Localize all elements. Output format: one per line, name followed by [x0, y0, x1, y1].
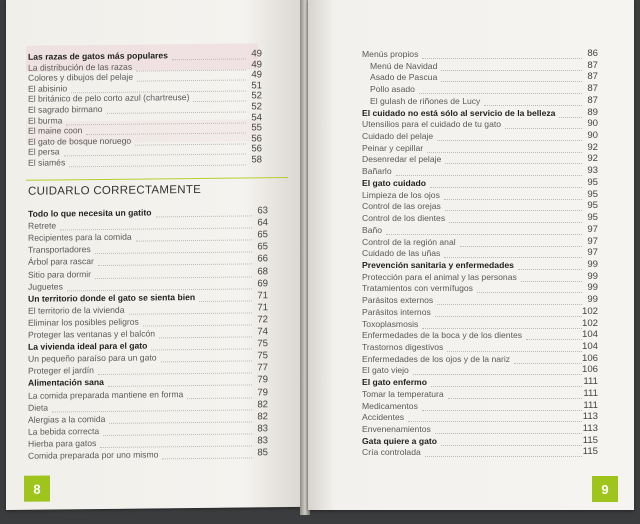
toc-entry-title: Eliminar los posibles peligros — [28, 316, 139, 328]
leader-dots — [419, 93, 582, 94]
leader-dots — [430, 187, 582, 188]
toc-page-number: 49 — [251, 69, 262, 81]
toc-entry-title: Limpieza de los ojos — [362, 189, 440, 200]
toc-page-number: 97 — [587, 223, 598, 235]
leader-dots — [437, 304, 582, 305]
toc-page-number: 95 — [587, 188, 598, 200]
toc-entry-title: Envenenamientos — [362, 424, 431, 435]
toc-entry — [362, 307, 431, 317]
toc-page-number: 52 — [251, 101, 262, 113]
toc-entry — [28, 281, 63, 291]
toc-entry — [362, 260, 514, 270]
toc-entry — [362, 49, 418, 59]
section-title: CUIDARLO CORRECTAMENTE — [28, 183, 202, 198]
toc-page-number: 104 — [581, 329, 598, 341]
leader-dots — [136, 240, 252, 242]
toc-entry — [28, 83, 67, 93]
toc-page-number: 49 — [251, 58, 262, 71]
toc-entry-title: Cría controlada — [362, 447, 421, 458]
page-number-badge: 8 — [24, 476, 50, 502]
toc-entry-title: Cuidado de las uñas — [362, 248, 441, 259]
toc-entry — [28, 414, 105, 425]
toc-entry — [362, 330, 522, 340]
toc-entry — [28, 232, 132, 243]
toc-entry — [28, 104, 103, 115]
toc-entry-title: El burma — [28, 115, 63, 126]
toc-entry — [28, 221, 56, 231]
toc-entry — [28, 305, 125, 316]
toc-entry-title: Menús propios — [362, 49, 419, 59]
toc-entry — [362, 295, 433, 305]
toc-entry — [28, 449, 158, 460]
leader-dots — [425, 456, 582, 457]
toc-entry-title: Recipientes para la comida — [28, 231, 132, 243]
toc-entry — [362, 354, 510, 364]
toc-page-number: 65 — [257, 229, 268, 241]
toc-entry-title: El gato de bosque noruego — [28, 135, 132, 147]
toc-entry-title: Peinar y cepillar — [362, 142, 424, 153]
toc-page-number: 55 — [251, 122, 262, 134]
toc-entry-title: Control de los dientes — [362, 213, 446, 224]
leader-dots — [445, 210, 582, 211]
toc-entry — [362, 389, 444, 399]
toc-page-number: 85 — [257, 447, 268, 459]
leader-dots — [444, 257, 582, 258]
toc-entry-title: Tratamientos con vermífugos — [362, 283, 473, 294]
toc-entry — [28, 328, 155, 339]
leader-dots — [427, 152, 582, 153]
toc-entry — [362, 108, 555, 118]
toc-page-number: 83 — [257, 435, 268, 447]
leader-dots — [129, 312, 252, 314]
toc-page-number: 72 — [257, 314, 268, 326]
toc-page-number: 95 — [587, 176, 598, 188]
toc-page-number: 111 — [583, 399, 598, 411]
toc-page-number: 93 — [587, 165, 598, 177]
toc-entry — [28, 402, 48, 412]
toc-page-number: 111 — [583, 387, 598, 399]
leader-dots — [98, 373, 252, 376]
toc-page-number: 68 — [257, 265, 268, 277]
toc-entry — [28, 125, 82, 136]
toc-entry-title: Desenredar el pelaje — [362, 154, 442, 165]
toc-entry — [362, 201, 441, 211]
toc-entry — [28, 292, 195, 304]
toc-page-number: 77 — [257, 362, 268, 374]
toc-page-number: 90 — [587, 118, 598, 130]
toc-page-number: 104 — [581, 341, 598, 352]
toc-page-number: 89 — [587, 106, 598, 118]
toc-entry-title: Colores y dibujos del pelaje — [28, 71, 134, 83]
leader-dots — [95, 276, 252, 279]
toc-page-number: 71 — [257, 289, 268, 302]
leader-dots — [408, 421, 582, 422]
toc-page-number: 87 — [587, 94, 598, 106]
toc-page-number: 69 — [257, 277, 268, 289]
toc-entry — [362, 143, 423, 153]
toc-entry — [28, 92, 189, 104]
toc-entry — [362, 131, 433, 141]
toc-entry — [362, 237, 456, 247]
leader-dots — [69, 164, 246, 167]
toc-page-number: 51 — [251, 80, 262, 92]
toc-page-number: 99 — [587, 282, 598, 294]
toc-entry-title: El territorio de la vivienda — [28, 304, 125, 316]
toc-entry — [362, 365, 409, 375]
leader-dots — [435, 433, 582, 434]
toc-entry — [362, 342, 443, 352]
toc-entry — [362, 178, 426, 188]
toc-page-number: 66 — [257, 253, 268, 265]
toc-entry — [370, 96, 480, 106]
toc-entry — [28, 426, 99, 437]
toc-page-number: 99 — [587, 258, 598, 270]
toc-page-number: 95 — [587, 212, 598, 224]
leader-dots — [396, 175, 582, 176]
toc-entry-title: Accidentes — [362, 412, 405, 423]
toc-page-number: 82 — [257, 398, 268, 410]
toc-page-number: 79 — [257, 374, 268, 386]
toc-entry-title: El gulash de riñones de Lucy — [370, 95, 481, 106]
toc-entry-title: El abisinio — [28, 83, 68, 94]
section-rule — [26, 177, 288, 181]
toc-entry — [362, 225, 382, 235]
leader-dots — [143, 324, 252, 326]
leader-dots — [100, 445, 252, 448]
toc-page-number: 111 — [583, 376, 598, 388]
leader-dots — [67, 288, 252, 291]
toc-entry — [362, 377, 427, 387]
toc-entry-title: Comida preparada por uno mismo — [28, 449, 159, 461]
toc-entry-title: La bebida correcta — [28, 425, 100, 437]
toc-page-number: 90 — [587, 130, 598, 142]
leader-dots — [137, 80, 246, 82]
toc-page-number: 97 — [587, 247, 598, 259]
toc-entry — [28, 50, 168, 61]
toc-page-number: 92 — [587, 141, 598, 153]
toc-entry-title: La vivienda ideal para el gato — [28, 340, 148, 352]
toc-entry-title: Un territorio donde el gato se sienta bien — [28, 291, 196, 304]
toc-page-number: 87 — [587, 83, 598, 95]
page-number-badge: 9 — [592, 476, 618, 502]
leader-dots — [95, 252, 252, 255]
toc-entry — [362, 166, 392, 176]
toc-entry-title: Prevención sanitaria y enfermedades — [362, 259, 514, 270]
toc-entry-title: Hierba para gatos — [28, 437, 97, 449]
toc-entry-title: Alergias a la comida — [28, 413, 106, 425]
leader-dots — [441, 70, 582, 71]
leader-dots — [413, 374, 582, 375]
toc-page-number: 113 — [582, 423, 598, 435]
toc-entry-title: El británico de pelo corto azul (chartreuse) — [28, 92, 190, 105]
toc-page-number: 92 — [587, 153, 598, 165]
toc-entry-title: Todo lo que necesita un gatito — [28, 207, 152, 219]
toc-entry — [28, 115, 62, 125]
toc-entry — [370, 72, 437, 82]
toc-entry-title: Un pequeño paraíso para un gato — [28, 352, 157, 364]
toc-entry-title: Baño — [362, 224, 383, 235]
toc-page-number: 49 — [251, 48, 262, 60]
leader-dots — [151, 349, 252, 351]
leader-dots — [64, 154, 246, 157]
toc-page-number: 56 — [251, 143, 262, 155]
toc-entry — [362, 424, 431, 434]
leader-dots — [422, 410, 582, 411]
toc-entry-title: Menú de Navidad — [370, 60, 438, 71]
toc-page-number: 115 — [582, 446, 598, 458]
toc-entry-title: El gato enfermo — [362, 377, 427, 388]
toc-entry — [28, 72, 133, 83]
toc-entry-title: Transportadores — [28, 244, 91, 256]
toc-entry — [362, 119, 501, 129]
leader-dots — [108, 385, 252, 388]
toc-page-number: 83 — [257, 423, 268, 435]
toc-entry — [362, 248, 440, 258]
toc-page-number: 113 — [582, 411, 598, 423]
toc-page-number: 63 — [257, 205, 268, 217]
toc-page-number: 56 — [251, 133, 262, 145]
leader-dots — [60, 228, 252, 231]
toc-entry-title: Dieta — [28, 402, 49, 413]
toc-entry — [362, 447, 421, 457]
toc-entry — [370, 61, 437, 71]
leader-dots — [109, 421, 252, 423]
leader-dots — [444, 199, 582, 200]
toc-page-number: 54 — [251, 111, 262, 124]
toc-entry — [28, 207, 152, 218]
toc-entry-title: Gata quiere a gato — [362, 435, 437, 446]
toc-entry-title: Asado de Pascua — [370, 72, 438, 83]
toc-entry-title: El persa — [28, 146, 60, 158]
leader-dots — [422, 328, 582, 329]
toc-entry-title: Proteger el jardín — [28, 365, 94, 377]
toc-page-number: 106 — [581, 352, 598, 364]
toc-entry — [28, 61, 132, 72]
toc-entry-title: Toxoplasmosis — [362, 318, 419, 329]
toc-entry — [28, 135, 131, 146]
toc-entry — [362, 401, 418, 411]
toc-entry — [362, 272, 517, 282]
toc-entry — [370, 84, 415, 94]
toc-entry-title: Alimentación sana — [28, 377, 104, 389]
toc-entry-title: Árbol para rascar — [28, 256, 94, 268]
toc-page-number: 82 — [257, 410, 268, 423]
leader-dots — [441, 81, 582, 82]
leader-dots — [477, 292, 582, 293]
leader-dots — [441, 445, 582, 446]
toc-entry — [28, 256, 94, 267]
toc-entry-title: Parásitos externos — [362, 295, 434, 306]
leader-dots — [431, 386, 582, 387]
toc-entry-title: Retrete — [28, 220, 57, 231]
toc-page-number: 58 — [251, 154, 262, 166]
toc-page-number: 99 — [587, 270, 598, 282]
toc-entry — [28, 341, 147, 352]
toc-entry-title: Control de las orejas — [362, 201, 441, 212]
leader-dots — [136, 69, 246, 71]
toc-entry-title: Trastornos digestivos — [362, 342, 444, 352]
leader-dots — [52, 409, 252, 412]
leader-dots — [445, 163, 582, 164]
toc-entry-title: Protección para el animal y las personas — [362, 271, 517, 282]
toc-page-number: 52 — [251, 90, 262, 102]
toc-entry — [28, 438, 96, 449]
toc-entry — [362, 412, 404, 422]
toc-page-number: 102 — [581, 305, 598, 317]
toc-page-number: 115 — [582, 434, 598, 446]
toc-page-number: 86 — [587, 48, 598, 59]
right-page — [308, 0, 634, 510]
toc-entry — [28, 147, 60, 157]
toc-entry — [28, 157, 65, 167]
toc-entry-title: La distribución de las razas — [28, 61, 133, 73]
toc-entry — [362, 154, 441, 164]
leader-dots — [460, 246, 582, 247]
toc-entry-title: El maine coon — [28, 125, 83, 136]
toc-entry — [28, 365, 94, 376]
toc-entry-title: El sagrado birmano — [28, 103, 103, 115]
leader-dots — [449, 222, 582, 223]
leader-dots — [103, 433, 252, 436]
toc-entry-title: Proteger las ventanas y el balcón — [28, 328, 156, 340]
toc-entry-title: Bañarlo — [362, 166, 392, 177]
toc-entry-title: Tomar la temperatura — [362, 388, 444, 399]
toc-page-number: 99 — [587, 294, 598, 306]
leader-dots — [422, 58, 582, 59]
toc-entry — [362, 190, 440, 200]
toc-entry-title: Enfermedades de la boca y de los dientes — [362, 330, 523, 341]
toc-entry-title: El cuidado no está sólo al servicio de la belleza — [362, 107, 556, 118]
toc-page-number: 95 — [587, 200, 598, 212]
toc-entry-title: El gato cuidado — [362, 177, 426, 188]
toc-entry — [28, 316, 139, 327]
toc-entry — [28, 377, 104, 388]
toc-entry-title: Control de la región anal — [362, 236, 456, 247]
toc-entry-title: El siamés — [28, 157, 66, 168]
toc-page-number: 87 — [587, 71, 598, 83]
leader-dots — [435, 316, 582, 317]
toc-entry-title: El gato viejo — [362, 365, 409, 376]
toc-page-number: 64 — [257, 217, 268, 229]
toc-entry — [28, 244, 91, 255]
toc-page-number: 75 — [257, 350, 268, 362]
leader-dots — [448, 398, 582, 399]
toc-entry-title: Cuidado del pelaje — [362, 131, 434, 142]
toc-entry-title: Las razas de gatos más populares — [28, 50, 168, 62]
toc-entry — [362, 319, 418, 329]
toc-page-number: 71 — [257, 302, 268, 314]
leader-dots — [135, 143, 246, 145]
leader-dots — [107, 111, 246, 113]
toc-entry-title: Juguetes — [28, 280, 63, 292]
toc-page-number: 106 — [581, 364, 598, 376]
toc-entry-title: Utensilios para el cuidado de tu gato — [362, 119, 502, 130]
leader-dots — [447, 351, 582, 352]
toc-page-number: 97 — [587, 235, 598, 247]
toc-entry-title: Parásitos internos — [362, 306, 431, 317]
toc-entry — [28, 389, 183, 401]
toc-entry-title: Sitio para dormir — [28, 268, 92, 280]
toc-entry — [28, 353, 157, 364]
toc-entry-title: Medicamentos — [362, 400, 418, 411]
toc-entry — [362, 213, 445, 223]
leader-dots — [386, 234, 582, 235]
toc-page-number: 65 — [257, 241, 268, 253]
toc-page-number: 75 — [257, 338, 268, 350]
toc-entry — [362, 283, 473, 293]
toc-page-number: 87 — [587, 59, 598, 71]
toc-entry-title: Enfermedades de los ojos y de la nariz — [362, 353, 511, 364]
toc-entry — [28, 269, 91, 280]
toc-page-number: 74 — [257, 326, 268, 338]
toc-entry-title: Pollo asado — [370, 84, 415, 95]
toc-page-number: 79 — [257, 386, 268, 398]
toc-page-number: 102 — [581, 317, 598, 329]
leader-dots — [437, 140, 582, 141]
toc-entry-title: La comida preparada mantiene en forma — [28, 388, 184, 401]
toc-entry — [362, 436, 437, 446]
left-page — [6, 0, 304, 510]
leader-dots — [98, 264, 252, 267]
